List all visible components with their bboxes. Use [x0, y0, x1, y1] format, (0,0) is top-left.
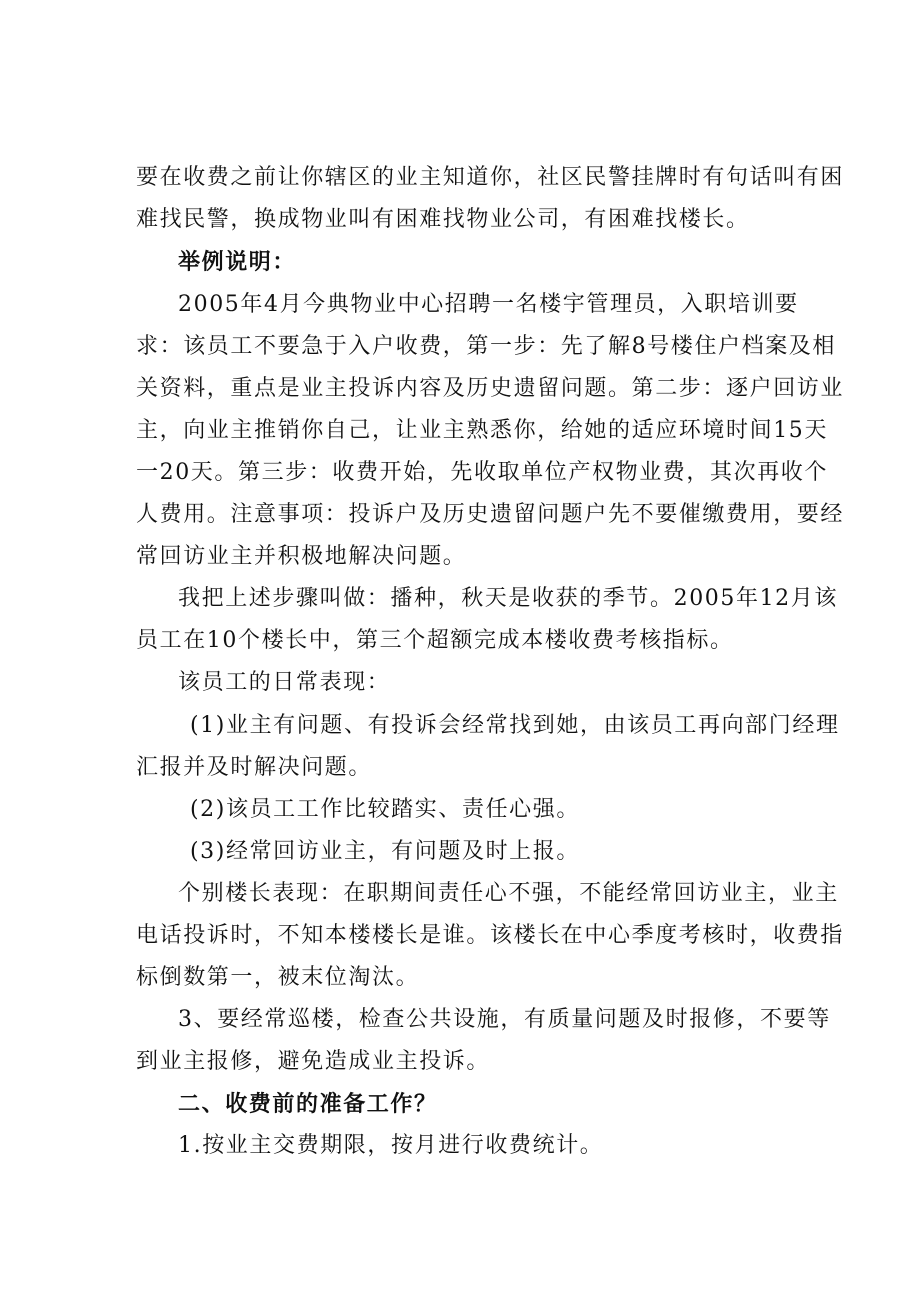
- paragraph-line: 关资料，重点是业主投诉内容及历史遗留问题。第二步：逐户回访业: [136, 376, 845, 401]
- paragraph-line: 1.按业主交费期限，按月进行收费统计。: [178, 1133, 604, 1158]
- list-item-line: (1)业主有问题、有投诉会经常找到她，由该员工再向部门经理: [190, 713, 840, 738]
- paragraph-line: 员工在10个楼长中，第三个超额完成本楼收费考核指标。: [136, 628, 734, 653]
- paragraph-line: 主，向业主推销你自己，让业主熟悉你，给她的适应环境时间15天: [136, 418, 828, 443]
- paragraph-line: 难找民警，换成物业叫有困难找物业公司，有困难找楼长。: [136, 207, 750, 232]
- paragraph-line: 求：该员工不要急于入户收费，第一步：先了解8号楼住户档案及相: [136, 334, 836, 359]
- paragraph-line: 该员工的日常表现：: [178, 670, 391, 695]
- paragraph-line: 2005年4月今典物业中心招聘一名楼宇管理员，入职培训要: [178, 292, 799, 317]
- paragraph-line: 人费用。注意事项：投诉户及历史遗留问题户先不要催缴费用，要经: [136, 502, 845, 527]
- paragraph-line: 标倒数第一，被末位淘汰。: [136, 965, 420, 990]
- list-item-line: (3)经常回访业主，有问题及时上报。: [190, 839, 580, 864]
- paragraph-line: 电话投诉时，不知本楼楼长是谁。该楼长在中心季度考核时，收费指: [136, 923, 845, 948]
- section-heading: 举例说明：: [178, 249, 297, 275]
- paragraph-line: 常回访业主并积极地解决问题。: [136, 544, 467, 569]
- section-heading: 二、收费前的准备工作？: [178, 1091, 438, 1117]
- paragraph-line: 3、要经常巡楼，检查公共设施，有质量问题及时报修，不要等: [178, 1007, 831, 1032]
- paragraph-line: 到业主报修，避免造成业主投诉。: [136, 1049, 491, 1074]
- list-item-line: 汇报并及时解决问题。: [136, 755, 373, 780]
- paragraph-line: 个别楼长表现：在职期间责任心不强，不能经常回访业主，业主: [178, 881, 839, 906]
- list-item-line: (2)该员工工作比较踏实、责任心强。: [190, 797, 580, 822]
- paragraph-line: 要在收费之前让你辖区的业主知道你，社区民警挂牌时有句话叫有困: [136, 165, 845, 190]
- paragraph-line: 我把上述步骤叫做：播种，秋天是收获的季节。2005年12月该: [178, 586, 838, 611]
- paragraph-line: 一20天。第三步：收费开始，先收取单位产权物业费，其次再收个: [136, 460, 828, 485]
